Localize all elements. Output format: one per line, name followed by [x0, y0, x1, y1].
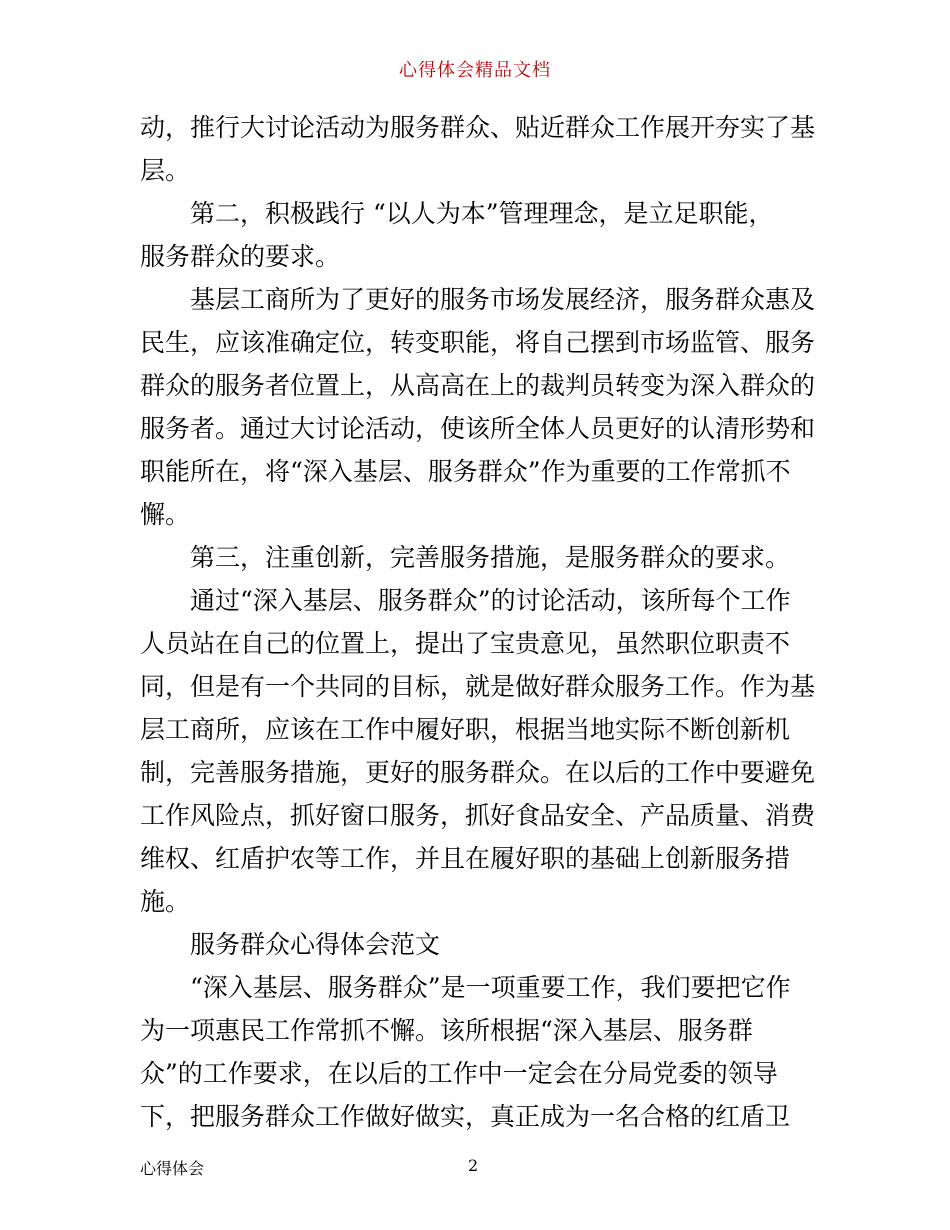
text-line: 众”的工作要求，在以后的工作中一定会在分局党委的领导: [140, 1059, 778, 1088]
text-line: 第三，注重创新，完善服务措施，是服务群众的要求。: [190, 543, 791, 572]
text-line: 服务群众心得体会范文: [190, 930, 441, 959]
text-line: “深入基层、服务群众”是一项重要工作，我们要把它作: [190, 973, 791, 1002]
text-line: 同，但是有一个共同的目标，就是做好群众服务工作。作为基: [140, 672, 816, 701]
text-line: 人员站在自己的位置上，提出了宝贵意见，虽然职位职责不: [140, 629, 791, 658]
text-line: 服务者。通过大讨论活动，使该所全体人员更好的认清形势和: [140, 414, 816, 443]
text-line: 层工商所，应该在工作中履好职，根据当地实际不断创新机: [140, 715, 791, 744]
text-line: 维权、红盾护农等工作，并且在履好职的基础上创新服务措: [140, 844, 791, 873]
text-line: 动，推行大讨论活动为服务群众、贴近群众工作展开夯实了基: [140, 113, 816, 142]
text-line: 制，完善服务措施，更好的服务群众。在以后的工作中要避免: [140, 758, 816, 787]
text-line: 服务群众的要求。: [140, 242, 341, 271]
text-line: 施。: [140, 887, 191, 916]
document-body: [140, 106, 816, 1138]
text-line: 基层工商所为了更好的服务市场发展经济，服务群众惠及: [190, 285, 816, 314]
text-line: 层。: [140, 156, 191, 185]
text-line: 职能所在，将“深入基层、服务群众”作为重要的工作常抓不: [140, 457, 791, 486]
document-header-title: 心得体会精品文档: [399, 60, 551, 81]
text-line: 群众的服务者位置上，从高高在上的裁判员转变为深入群众的: [140, 371, 816, 400]
text-line: 通过“深入基层、服务群众”的讨论活动，该所每个工作: [190, 586, 791, 615]
text-line: 懈。: [140, 500, 191, 529]
text-line: 为一项惠民工作常抓不懈。该所根据“深入基层、服务群: [140, 1016, 753, 1045]
text-line: 民生，应该准确定位，转变职能，将自己摆到市场监管、服务: [140, 328, 816, 357]
footer-label: 心得体会: [140, 1159, 205, 1178]
page-number: 2: [468, 1156, 479, 1175]
text-line: 工作风险点，抓好窗口服务，抓好食品安全、产品质量、消费: [140, 801, 816, 830]
text-line: 第二，积极践行 “以人为本”管理理念，是立足职能，: [190, 199, 774, 228]
text-line: 下，把服务群众工作做好做实，真正成为一名合格的红盾卫: [140, 1102, 791, 1131]
